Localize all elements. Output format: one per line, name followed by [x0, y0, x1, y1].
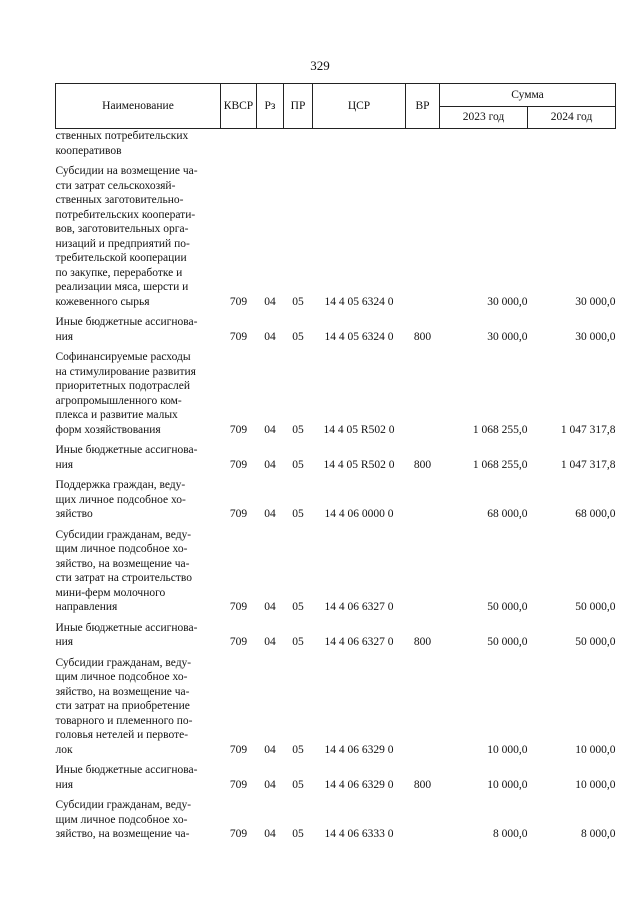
- row-name-line: сти затрат на строительство: [55, 572, 193, 584]
- row-csr: 14 4 06 6327 0: [324, 636, 394, 648]
- col-header-2024: 2024 год: [528, 107, 616, 129]
- row-vr: 800: [413, 330, 432, 343]
- row-sum-2023: [440, 129, 528, 159]
- row-sum-2024: 10 000,0: [575, 778, 616, 791]
- row-rz: 04: [264, 330, 276, 343]
- row-name-line: Софинансируемые расходы: [55, 351, 191, 363]
- row-sum-2024: 8 000,0: [581, 828, 616, 840]
- row-name-line: щим личное подсобное хо-: [55, 543, 188, 555]
- row-csr: [313, 129, 406, 159]
- row-pr: 05: [292, 295, 304, 308]
- row-name-line: низаций и предприятий по-: [55, 237, 190, 250]
- row-name-line: Субсидии гражданам, веду-: [55, 656, 192, 669]
- row-name-line: щим личное подсобное хо-: [55, 671, 188, 683]
- row-name-line: Субсидии гражданам, веду-: [55, 799, 192, 811]
- table-row: [56, 350, 616, 437]
- col-header-vr: ВР: [406, 84, 440, 129]
- row-kvsr: 709: [229, 778, 248, 791]
- row-name-line: Иные бюджетные ассигнова-: [55, 621, 198, 634]
- row-name-line: головья нетелей и первоте-: [55, 729, 189, 741]
- row-sum-2023: 50 000,0: [487, 636, 528, 648]
- row-vr: [406, 129, 440, 159]
- row-sum-2023: 10 000,0: [487, 778, 528, 791]
- col-header-2023: 2023 год: [440, 107, 528, 129]
- row-kvsr: 709: [229, 295, 248, 308]
- row-rz: 04: [264, 743, 276, 756]
- row-name-line: зяйство, на возмещение ча-: [55, 557, 190, 570]
- budget-table: [55, 83, 616, 842]
- row-name: [56, 763, 221, 792]
- row-sum-2024: 10 000,0: [575, 743, 616, 756]
- row-rz: 04: [264, 508, 276, 520]
- row-sum-2024: [528, 129, 616, 159]
- row-sum-2023: 10 000,0: [487, 743, 528, 756]
- row-vr: [406, 656, 440, 758]
- page-number: 329: [310, 58, 330, 73]
- row-name-line: форм хозяйствования: [55, 423, 161, 436]
- row-kvsr: 709: [229, 828, 248, 840]
- row-pr: 05: [292, 508, 304, 520]
- table-row: [56, 129, 616, 159]
- row-pr: 05: [292, 601, 304, 613]
- row-pr: 05: [292, 636, 304, 648]
- row-sum-2024: 50 000,0: [575, 601, 616, 613]
- row-name-line: сти затрат на приобретение: [55, 700, 190, 712]
- row-vr: [406, 350, 440, 437]
- row-rz: 04: [264, 601, 276, 613]
- row-pr: 05: [292, 330, 304, 343]
- row-vr: [406, 528, 440, 615]
- row-rz: 04: [264, 458, 276, 471]
- row-sum-2024: 1 047 317,8: [560, 423, 616, 436]
- row-name-line: лок: [55, 743, 73, 756]
- row-name-line: кожевенного сырья: [55, 295, 150, 308]
- row-name-line: ния: [55, 330, 74, 343]
- row-name: [56, 350, 221, 437]
- row-name-line: плекса и развитие малых: [55, 409, 178, 421]
- col-header-name: Наименование: [56, 84, 221, 129]
- row-name-line: Субсидии на возмещение ча-: [55, 165, 198, 177]
- row-name-line: Иные бюджетные ассигнова-: [55, 444, 198, 456]
- table-row: [56, 443, 616, 472]
- row-name-line: сти затрат сельскохозяй-: [55, 179, 176, 192]
- table-row: [56, 656, 616, 758]
- row-sum-2024: 68 000,0: [575, 508, 616, 520]
- row-sum-2023: 30 000,0: [487, 295, 528, 308]
- row-sum-2024: 50 000,0: [575, 636, 616, 648]
- col-header-sum: Сумма: [440, 84, 616, 107]
- row-vr: 800: [413, 636, 432, 648]
- row-rz: 04: [264, 295, 276, 308]
- row-kvsr: 709: [229, 423, 248, 436]
- row-sum-2023: 50 000,0: [487, 601, 528, 613]
- row-kvsr: [221, 129, 257, 159]
- table-row: [56, 478, 616, 522]
- row-rz: [257, 129, 284, 159]
- row-pr: 05: [292, 423, 304, 436]
- row-csr: 14 4 06 6327 0: [324, 601, 394, 613]
- row-name-line: Иные бюджетные ассигнова-: [55, 316, 198, 328]
- row-name-line: щих личное подсобное хо-: [55, 493, 186, 506]
- row-kvsr: 709: [229, 743, 248, 756]
- row-sum-2023: 68 000,0: [487, 508, 528, 520]
- row-name-line: ственных потребительских: [55, 130, 189, 142]
- row-csr: 14 4 06 6333 0: [324, 828, 394, 840]
- col-header-pr: ПР: [284, 84, 313, 129]
- row-name: [56, 656, 221, 758]
- col-header-kvsr: КВСР: [221, 84, 257, 129]
- row-name-line: на стимулирование развития: [55, 365, 196, 378]
- table-row: [56, 528, 616, 615]
- row-sum-2023: 1 068 255,0: [472, 458, 528, 471]
- row-name-line: мини-ферм молочного: [55, 586, 166, 599]
- row-sum-2023: 30 000,0: [487, 330, 528, 343]
- row-name-line: щим личное подсобное хо-: [55, 813, 188, 826]
- row-csr: 14 4 06 0000 0: [324, 508, 394, 520]
- row-csr: 14 4 06 6329 0: [324, 743, 394, 756]
- col-header-rz: Рз: [257, 84, 284, 129]
- row-name-line: кооперативов: [55, 144, 122, 157]
- row-sum-2024: 1 047 317,8: [560, 458, 616, 471]
- row-name-line: Субсидии гражданам, веду-: [55, 528, 192, 541]
- row-name-line: ния: [55, 636, 74, 648]
- table-row: [56, 798, 616, 842]
- row-vr: 800: [413, 458, 432, 471]
- row-pr: 05: [292, 743, 304, 756]
- row-pr: [284, 129, 313, 159]
- table-row: [56, 164, 616, 309]
- row-name-line: агропромышленного ком-: [55, 394, 182, 407]
- row-vr: 800: [413, 778, 432, 791]
- row-name-line: реализации мяса, шерсти и: [55, 281, 189, 293]
- row-vr: [406, 164, 440, 309]
- row-name-line: направления: [55, 601, 118, 613]
- col-header-csr: ЦСР: [313, 84, 406, 129]
- row-sum-2024: 30 000,0: [575, 295, 616, 308]
- row-name: [56, 798, 221, 842]
- row-rz: 04: [264, 636, 276, 648]
- table-row: [56, 763, 616, 792]
- row-kvsr: 709: [229, 458, 248, 471]
- row-name-line: зяйство, на возмещение ча-: [55, 828, 190, 840]
- row-pr: 05: [292, 828, 304, 840]
- row-name-line: Поддержка граждан, веду-: [55, 479, 186, 491]
- row-name-line: ния: [55, 458, 74, 471]
- row-rz: 04: [264, 423, 276, 436]
- row-name: [56, 443, 221, 472]
- row-rz: 04: [264, 778, 276, 791]
- row-name-line: товарного и племенного по-: [55, 714, 193, 727]
- table-row: [56, 621, 616, 650]
- row-name-line: вов, заготовительных орга-: [55, 223, 189, 235]
- row-vr: [406, 478, 440, 522]
- row-name-line: приоритетных подотраслей: [55, 380, 191, 392]
- row-name: [56, 315, 221, 344]
- row-sum-2024: 30 000,0: [575, 330, 616, 343]
- row-name-line: по закупке, переработке и: [55, 266, 183, 279]
- row-name: [56, 129, 221, 159]
- row-name-line: зяйство, на возмещение ча-: [55, 685, 190, 698]
- row-kvsr: 709: [229, 636, 248, 648]
- row-kvsr: 709: [229, 601, 248, 613]
- row-name-line: потребительских кооперати-: [55, 208, 196, 221]
- row-name-line: ния: [55, 778, 74, 791]
- row-name-line: Иные бюджетные ассигнова-: [55, 764, 198, 776]
- row-vr: [406, 798, 440, 842]
- row-name-line: ственных заготовительно-: [55, 194, 184, 206]
- row-name-line: требительской кооперации: [55, 252, 187, 264]
- row-csr: 14 4 05 R502 0: [323, 423, 395, 436]
- row-name: [56, 478, 221, 522]
- row-name: [56, 621, 221, 650]
- row-csr: 14 4 06 6329 0: [324, 778, 394, 791]
- row-name: [56, 164, 221, 309]
- row-name: [56, 528, 221, 615]
- row-csr: 14 4 05 R502 0: [323, 458, 395, 471]
- table-row: [56, 315, 616, 344]
- row-pr: 05: [292, 778, 304, 791]
- row-name-line: зяйство: [55, 508, 93, 520]
- row-kvsr: 709: [229, 508, 248, 520]
- row-pr: 05: [292, 458, 304, 471]
- row-sum-2023: 1 068 255,0: [472, 423, 528, 436]
- row-rz: 04: [264, 828, 276, 840]
- table-body: [56, 129, 616, 842]
- row-csr: 14 4 05 6324 0: [324, 295, 394, 308]
- row-kvsr: 709: [229, 330, 248, 343]
- row-sum-2023: 8 000,0: [493, 828, 528, 840]
- row-csr: 14 4 05 6324 0: [324, 330, 394, 343]
